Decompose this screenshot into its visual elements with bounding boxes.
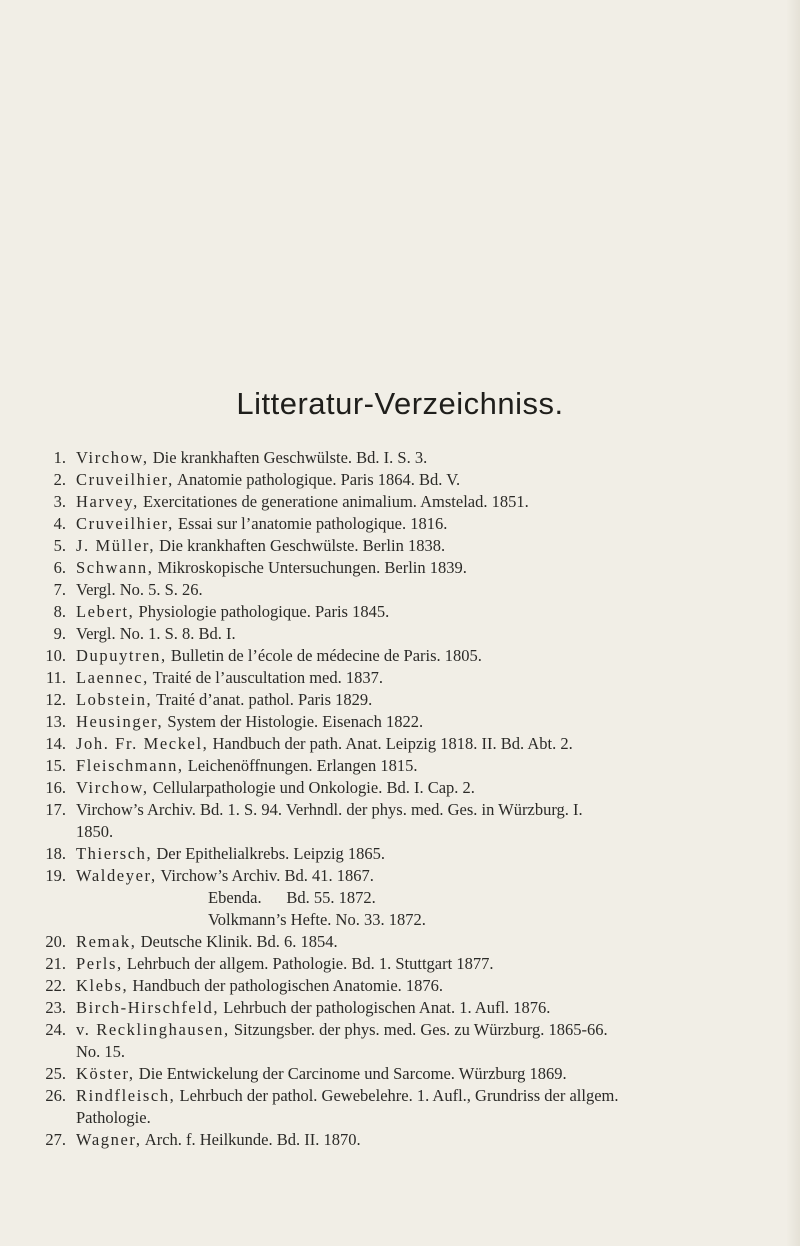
reference-continuation-text: 1850. [76,822,114,841]
reference-author: Harvey, [76,492,139,511]
reference-author: v. Recklinghausen, [76,1020,230,1039]
reference-number: 11. [45,668,66,687]
reference-item [0,1019,800,1041]
reference-number: 20. [45,932,66,951]
reference-number: 23. [45,998,66,1017]
reference-subentry [0,909,800,931]
reference-item [0,623,800,645]
reference-text: Exercitationes de generatione animalium. Amstelad. 1851. [142,492,529,511]
reference-item [0,1129,800,1151]
reference-item [0,535,800,557]
reference-number: 26. [45,1086,66,1105]
reference-number: 13. [45,712,66,731]
reference-author: Dupuytren, [76,646,167,665]
reference-text: System der Histologie. Eisenach 1822. [167,712,424,731]
reference-author: Wagner, [76,1130,142,1149]
reference-item [0,513,800,535]
reference-continuation [0,1041,800,1063]
reference-text: Traité d’anat. pathol. Paris 1829. [156,690,373,709]
reference-text: Handbuch der pathologischen Anatomie. 1876. [132,976,444,995]
reference-item [0,579,800,601]
reference-item [0,799,800,821]
reference-author: Rindfleisch, [76,1086,176,1105]
reference-author: Köster, [76,1064,135,1083]
reference-item [0,931,800,953]
reference-number: 12. [45,690,66,709]
reference-text: Deutsche Klinik. Bd. 6. 1854. [140,932,338,951]
reference-author: Cruveilhier, [76,470,174,489]
reference-item [0,733,800,755]
reference-item [0,469,800,491]
reference-author: Virchow, [76,448,149,467]
reference-item [0,645,800,667]
reference-number: 8. [53,602,66,621]
reference-item [0,1085,800,1107]
reference-subentry [0,887,800,909]
reference-item [0,667,800,689]
reference-author: Schwann, [76,558,154,577]
reference-text: Arch. f. Heilkunde. Bd. II. 1870. [144,1130,361,1149]
reference-item [0,1063,800,1085]
reference-text: Cellularpathologie und Onkologie. Bd. I. Cap. 2. [152,778,475,797]
reference-number: 10. [45,646,66,665]
reference-author: Birch-Hirschfeld, [76,998,220,1017]
reference-text: Die krankhaften Geschwülste. Berlin 1838. [159,536,446,555]
reference-text: Mikroskopische Untersuchungen. Berlin 1839. [157,558,467,577]
reference-continuation [0,821,800,843]
reference-text: Leichenöffnungen. Erlangen 1815. [187,756,418,775]
reference-author: Laennec, [76,668,149,687]
reference-number: 18. [45,844,66,863]
reference-author: Fleischmann, [76,756,184,775]
reference-number: 5. [53,536,66,555]
reference-text: Handbuch der path. Anat. Leipzig 1818. II. Bd. Abt. 2. [212,734,573,753]
reference-number: 7. [53,580,66,599]
reference-text: Lehrbuch der pathol. Gewebelehre. 1. Aufl., Grundriss der allgem. [179,1086,619,1105]
reference-item [0,447,800,469]
reference-author: Klebs, [76,976,129,995]
reference-item [0,557,800,579]
reference-text: Essai sur l’anatomie pathologique. 1816. [177,514,448,533]
reference-item [0,711,800,733]
reference-text: Sitzungsber. der phys. med. Ges. zu Würzburg. 1865-66. [233,1020,608,1039]
reference-author: Thiersch, [76,844,153,863]
reference-author: Virchow, [76,778,149,797]
reference-text: Anatomie pathologique. Paris 1864. Bd. V. [177,470,461,489]
reference-text: Physiologie pathologique. Paris 1845. [138,602,390,621]
reference-number: 4. [53,514,66,533]
reference-item [0,997,800,1019]
reference-item [0,865,800,887]
reference-item [0,975,800,997]
reference-number: 27. [45,1130,66,1149]
reference-continuation [0,1107,800,1129]
reference-number: 17. [45,800,66,819]
reference-author: Waldeyer, [76,866,157,885]
reference-item [0,689,800,711]
reference-item [0,953,800,975]
reference-author: Lebert, [76,602,135,621]
reference-text: Bulletin de l’école de médecine de Paris. 1805. [170,646,482,665]
reference-item [0,491,800,513]
reference-subentry-text: Ebenda. Bd. 55. 1872. [208,888,376,907]
reference-text: Virchow’s Archiv. Bd. 1. S. 94. Verhndl. der phys. med. Ges. in Würzburg. I. [76,800,583,819]
reference-text: Vergl. No. 5. S. 26. [76,580,203,599]
reference-author: Joh. Fr. Meckel, [76,734,209,753]
reference-author: Perls, [76,954,123,973]
reference-number: 6. [53,558,66,577]
reference-number: 1. [53,448,66,467]
page-title: Litteratur-Verzeichniss. [236,386,564,421]
reference-number: 3. [53,492,66,511]
reference-continuation-text: No. 15. [76,1042,126,1061]
reference-item [0,755,800,777]
reference-text: Die krankhaften Geschwülste. Bd. I. S. 3. [152,448,428,467]
reference-subentry-text: Volkmann’s Hefte. No. 33. 1872. [208,910,426,929]
reference-author: Heusinger, [76,712,164,731]
reference-text: Der Epithelialkrebs. Leipzig 1865. [156,844,386,863]
reference-number: 24. [45,1020,66,1039]
reference-text: Lehrbuch der allgem. Pathologie. Bd. 1. Stuttgart 1877. [126,954,494,973]
reference-number: 14. [45,734,66,753]
reference-text: Vergl. No. 1. S. 8. Bd. I. [76,624,236,643]
reference-author: Cruveilhier, [76,514,174,533]
reference-number: 22. [45,976,66,995]
reference-number: 19. [45,866,66,885]
reference-item [0,777,800,799]
reference-number: 21. [45,954,66,973]
reference-text: Lehrbuch der pathologischen Anat. 1. Aufl. 1876. [223,998,551,1017]
reference-text: Die Entwickelung der Carcinome und Sarcome. Würzburg 1869. [138,1064,567,1083]
reference-number: 2. [53,470,66,489]
reference-continuation-text: Pathologie. [76,1108,151,1127]
reference-number: 9. [53,624,66,643]
reference-text: Traité de l’auscultation med. 1837. [152,668,383,687]
reference-item [0,601,800,623]
reference-author: J. Müller, [76,536,156,555]
reference-item [0,843,800,865]
reference-author: Remak, [76,932,137,951]
reference-text: Virchow’s Archiv. Bd. 41. 1867. [160,866,374,885]
reference-number: 16. [45,778,66,797]
reference-number: 15. [45,756,66,775]
reference-number: 25. [45,1064,66,1083]
reference-author: Lobstein, [76,690,153,709]
